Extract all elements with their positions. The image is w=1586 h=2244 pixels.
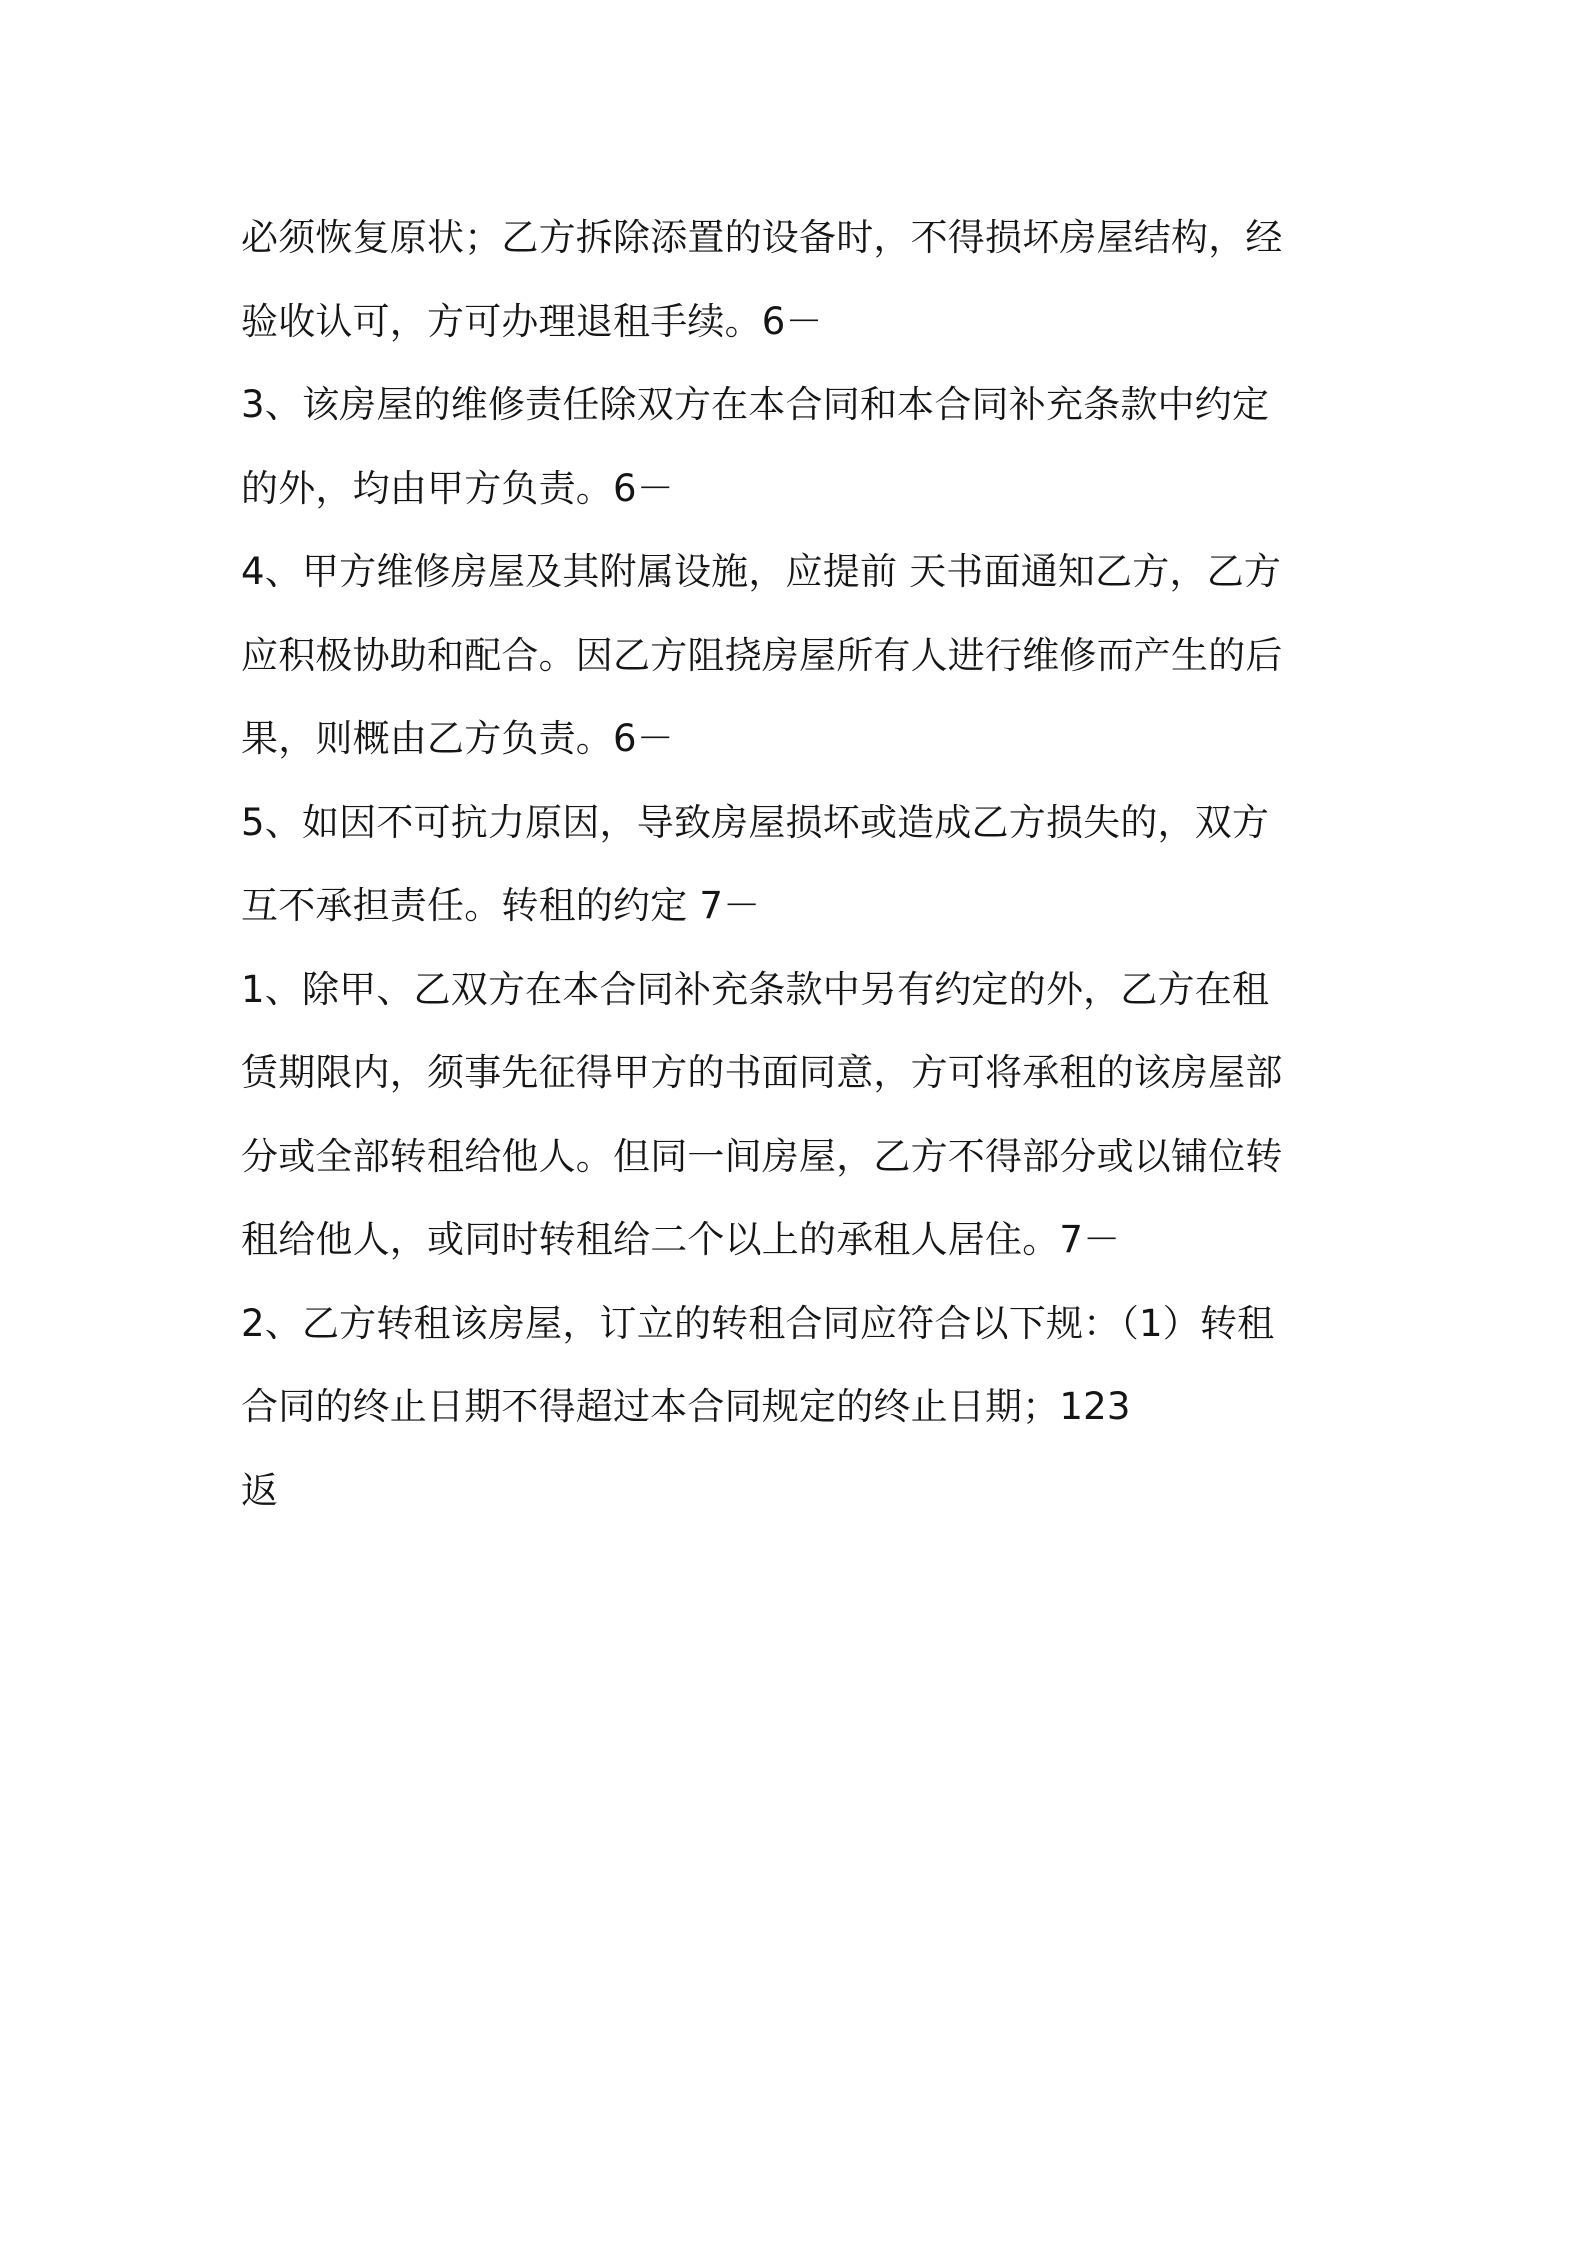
text-line: 3、该房屋的维修责任除双方在本合同和本合同补充条款中约定 [241,383,1270,426]
text-line: 验收认可，方可办理退租手续。6－ [241,299,823,343]
text-line: 返 [241,1468,279,1512]
text-line: 2、乙方转租该房屋，订立的转租合同应符合以下规：（1）转租 [241,1301,1275,1345]
text-line: 果，则概由乙方负责。6－ [241,717,674,760]
text-line: 合同的终止日期不得超过本合同规定的终止日期；123 [241,1385,1131,1428]
text-line: 4、甲方维修房屋及其附属设施，应提前 天书面通知乙方，乙方 [241,550,1282,593]
contract-text-block [241,196,1361,1532]
text-line: 5、如因不可抗力原因，导致房屋损坏或造成乙方损失的，双方 [241,800,1270,844]
text-line: 必须恢复原状；乙方拆除添置的设备时，不得损坏房屋结构，经 [241,216,1283,259]
text-line: 互不承担责任。转租的约定 7－ [241,884,761,927]
text-line: 的外，均由甲方负责。6－ [241,466,674,510]
text-line: 应积极协助和配合。因乙方阻挠房屋所有人进行维修而产生的后 [241,633,1283,677]
text-line: 租给他人，或同时转租给二个以上的承租人居住。7－ [241,1218,1121,1261]
text-line: 分或全部转租给他人。但同一间房屋，乙方不得部分或以铺位转 [241,1134,1283,1178]
text-line: 赁期限内，须事先征得甲方的书面同意，方可将承租的该房屋部 [241,1051,1283,1094]
text-line: 1、除甲、乙双方在本合同补充条款中另有约定的外，乙方在租 [241,967,1270,1011]
